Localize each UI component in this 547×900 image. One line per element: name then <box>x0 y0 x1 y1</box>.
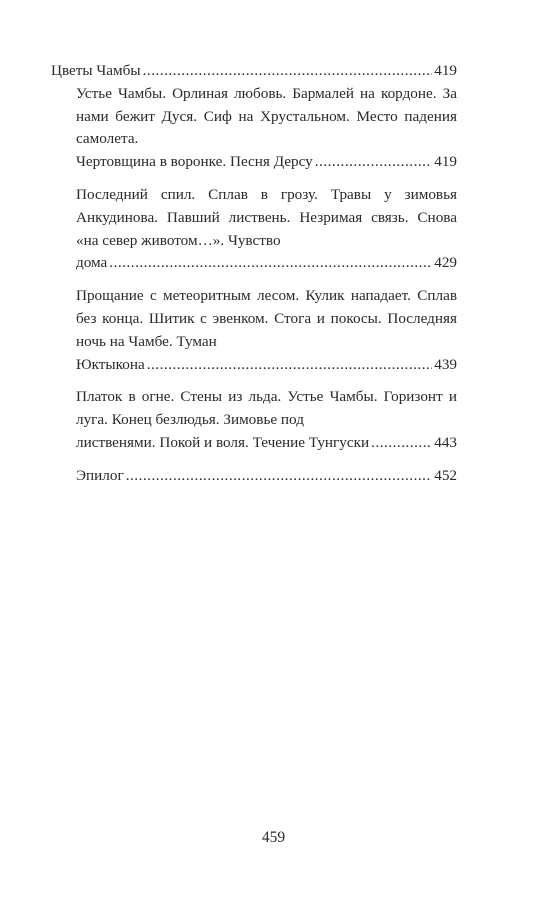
dot-leader <box>143 60 433 83</box>
toc-epilog-entry <box>51 465 457 488</box>
section-last-line <box>76 252 457 275</box>
section-last-text: дома <box>76 254 108 272</box>
section-text: Устье Чамбы. Орлиная любовь. Бармалей на кордоне. За нами бежит Дуся. Сиф на Хрустальном. Место падения самолета. <box>76 84 457 148</box>
toc-section-entry <box>51 184 457 275</box>
section-last-text: лиственями. Покой и воля. Течение Тунгуски <box>76 433 370 451</box>
toc-section-entry <box>51 386 457 454</box>
section-last-line <box>76 151 457 174</box>
chapter-page-number: 419 <box>434 62 457 79</box>
section-text: Платок в огне. Стены из льда. Устье Чамбы. Горизонт и луга. Конец безлюдья. Зимовье под <box>76 388 457 429</box>
table-of-contents <box>51 60 457 488</box>
section-last-line <box>76 354 457 377</box>
section-page-number: 439 <box>434 355 457 373</box>
toc-chapter-entry <box>51 60 457 83</box>
chapter-title: Цветы Чамбы <box>51 62 141 79</box>
epilog-title: Эпилог <box>76 466 124 484</box>
section-last-line <box>76 432 457 455</box>
section-page-number: 429 <box>434 254 457 272</box>
section-text: Прощание с метеоритным лесом. Кулик нападает. Сплав без конца. Шитик с эвенком. Стога и покосы. Последняя ночь на Чамбе. Туман <box>76 287 457 350</box>
section-page-number: 419 <box>434 153 457 171</box>
dot-leader <box>315 151 432 174</box>
section-page-number: 443 <box>434 433 457 451</box>
dot-leader <box>371 432 432 455</box>
toc-section-entry <box>51 285 457 376</box>
dot-leader <box>109 252 432 275</box>
section-text: Последний спил. Сплав в грозу. Травы у зимовья Анкудинова. Павший листвень. Незримая связь. Снова «на север животом…». Чувство <box>76 185 457 249</box>
page-number: 459 <box>261 829 286 846</box>
dot-leader <box>147 354 433 377</box>
section-last-text: Чертовщина в воронке. Песня Дерсу <box>76 153 313 171</box>
epilog-page-number: 452 <box>434 466 457 484</box>
dot-leader <box>126 465 433 488</box>
toc-section-entry <box>51 83 457 174</box>
section-last-text: Юктыкона <box>76 355 145 373</box>
